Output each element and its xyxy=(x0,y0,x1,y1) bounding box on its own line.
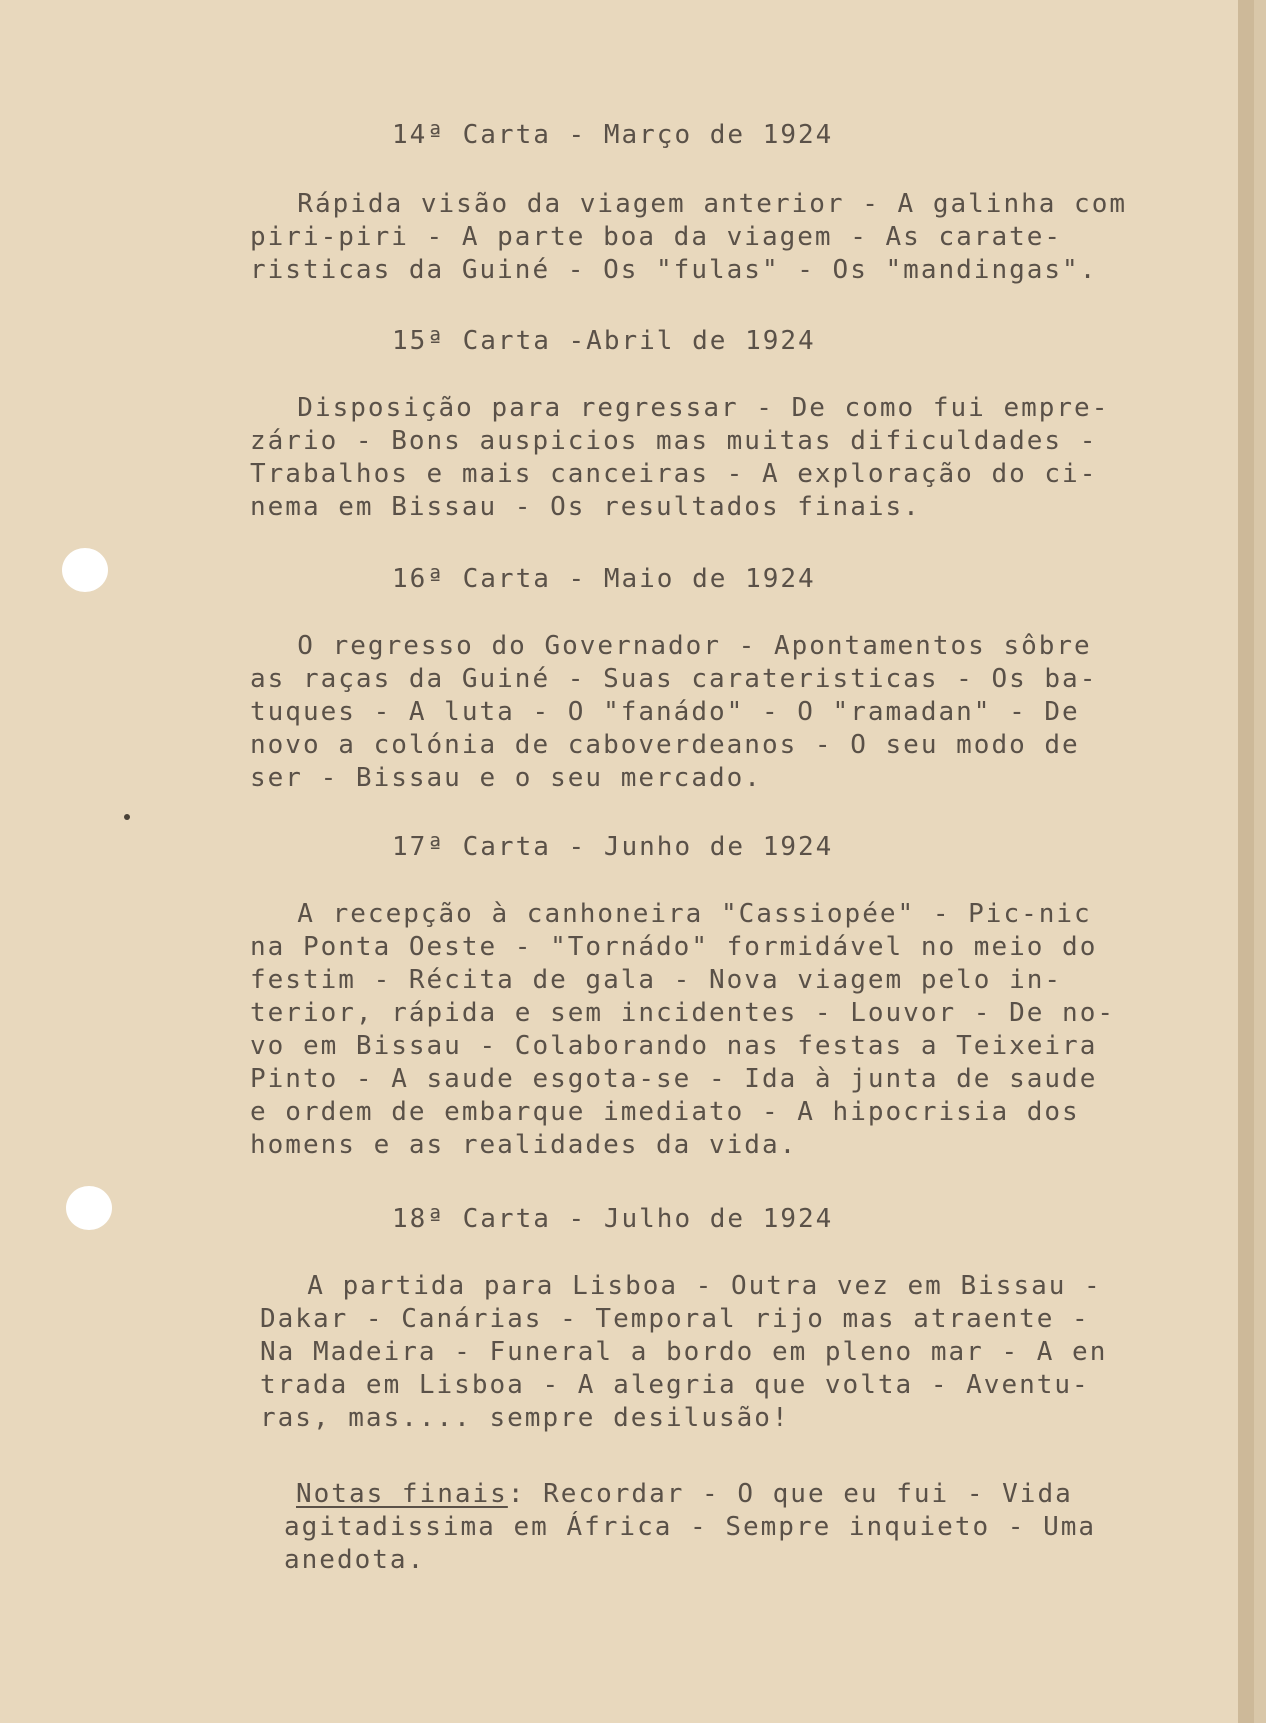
final-notes-label: Notas finais xyxy=(296,1479,508,1509)
summary-line: Na Madeira - Funeral a bordo em pleno mar - A en xyxy=(260,1337,1108,1367)
letter-summary-14 xyxy=(250,188,1252,287)
final-notes xyxy=(284,1478,1266,1577)
summary-line: A recepção à canhoneira "Cassiopée" - Pic-nic xyxy=(262,899,1092,929)
summary-line: vo em Bissau - Colaborando nas festas a Teixeira xyxy=(250,1031,1098,1061)
summary-line: e ordem de embarque imediato - A hipocrisia dos xyxy=(250,1097,1080,1127)
summary-line: tuques - A luta - O "fanádo" - O "ramadan" - De xyxy=(250,697,1080,727)
letter-summary-17 xyxy=(250,898,1252,1162)
letter-heading-18: 18ª Carta - Julho de 1924 xyxy=(392,1204,834,1234)
punch-hole-bottom xyxy=(66,1186,112,1230)
summary-line: risticas da Guiné - Os "fulas" - Os "mandingas". xyxy=(250,255,1098,285)
summary-line: as raças da Guiné - Suas carateristicas - Os ba- xyxy=(250,664,1098,694)
final-notes-text: : Recordar - O que eu fui - Vida xyxy=(507,1479,1073,1509)
letter-heading-14: 14ª Carta - Março de 1924 xyxy=(392,120,834,150)
summary-line: festim - Récita de gala - Nova viagem pelo in- xyxy=(250,965,1063,995)
summary-line: novo a colónia de caboverdeanos - O seu modo de xyxy=(250,730,1080,760)
summary-line: na Ponta Oeste - "Tornádo" formidável no meio do xyxy=(250,932,1098,962)
ink-speck xyxy=(124,814,130,820)
final-notes-line: anedota. xyxy=(284,1545,426,1575)
summary-line: A partida para Lisboa - Outra vez em Bissau - xyxy=(272,1271,1102,1301)
summary-line: Disposição para regressar - De como fui empre- xyxy=(262,393,1110,423)
summary-line: homens e as realidades da vida. xyxy=(250,1130,798,1160)
letter-summary-16 xyxy=(250,630,1252,795)
final-notes-line: agitadissima em África - Sempre inquieto - Uma xyxy=(284,1512,1097,1542)
summary-line: Trabalhos e mais canceiras - A exploração do ci- xyxy=(250,459,1098,489)
letter-summary-18 xyxy=(260,1270,1262,1435)
summary-line: trada em Lisboa - A alegria que volta - Aventu- xyxy=(260,1370,1090,1400)
letter-heading-17: 17ª Carta - Junho de 1924 xyxy=(392,832,834,862)
summary-line: ras, mas.... sempre desilusão! xyxy=(260,1403,790,1433)
summary-line: Dakar - Canárias - Temporal rijo mas atraente - xyxy=(260,1304,1090,1334)
summary-line: ser - Bissau e o seu mercado. xyxy=(250,763,762,793)
summary-line: nema em Bissau - Os resultados finais. xyxy=(250,492,921,522)
punch-hole-top xyxy=(62,548,108,592)
summary-line: piri-piri - A parte boa da viagem - As carate- xyxy=(250,222,1063,252)
summary-line: Pinto - A saude esgota-se - Ida à junta de saude xyxy=(250,1064,1098,1094)
summary-line: Rápida visão da viagem anterior - A galinha com xyxy=(262,189,1128,219)
letter-heading-15: 15ª Carta -Abril de 1924 xyxy=(392,326,816,356)
summary-line: terior, rápida e sem incidentes - Louvor - De no- xyxy=(250,998,1116,1028)
summary-line: zário - Bons auspicios mas muitas dificuldades - xyxy=(250,426,1098,456)
letter-heading-16: 16ª Carta - Maio de 1924 xyxy=(392,564,816,594)
final-notes-first-line xyxy=(296,1478,1266,1511)
letter-summary-15 xyxy=(250,392,1252,524)
summary-line: O regresso do Governador - Apontamentos sôbre xyxy=(262,631,1092,661)
